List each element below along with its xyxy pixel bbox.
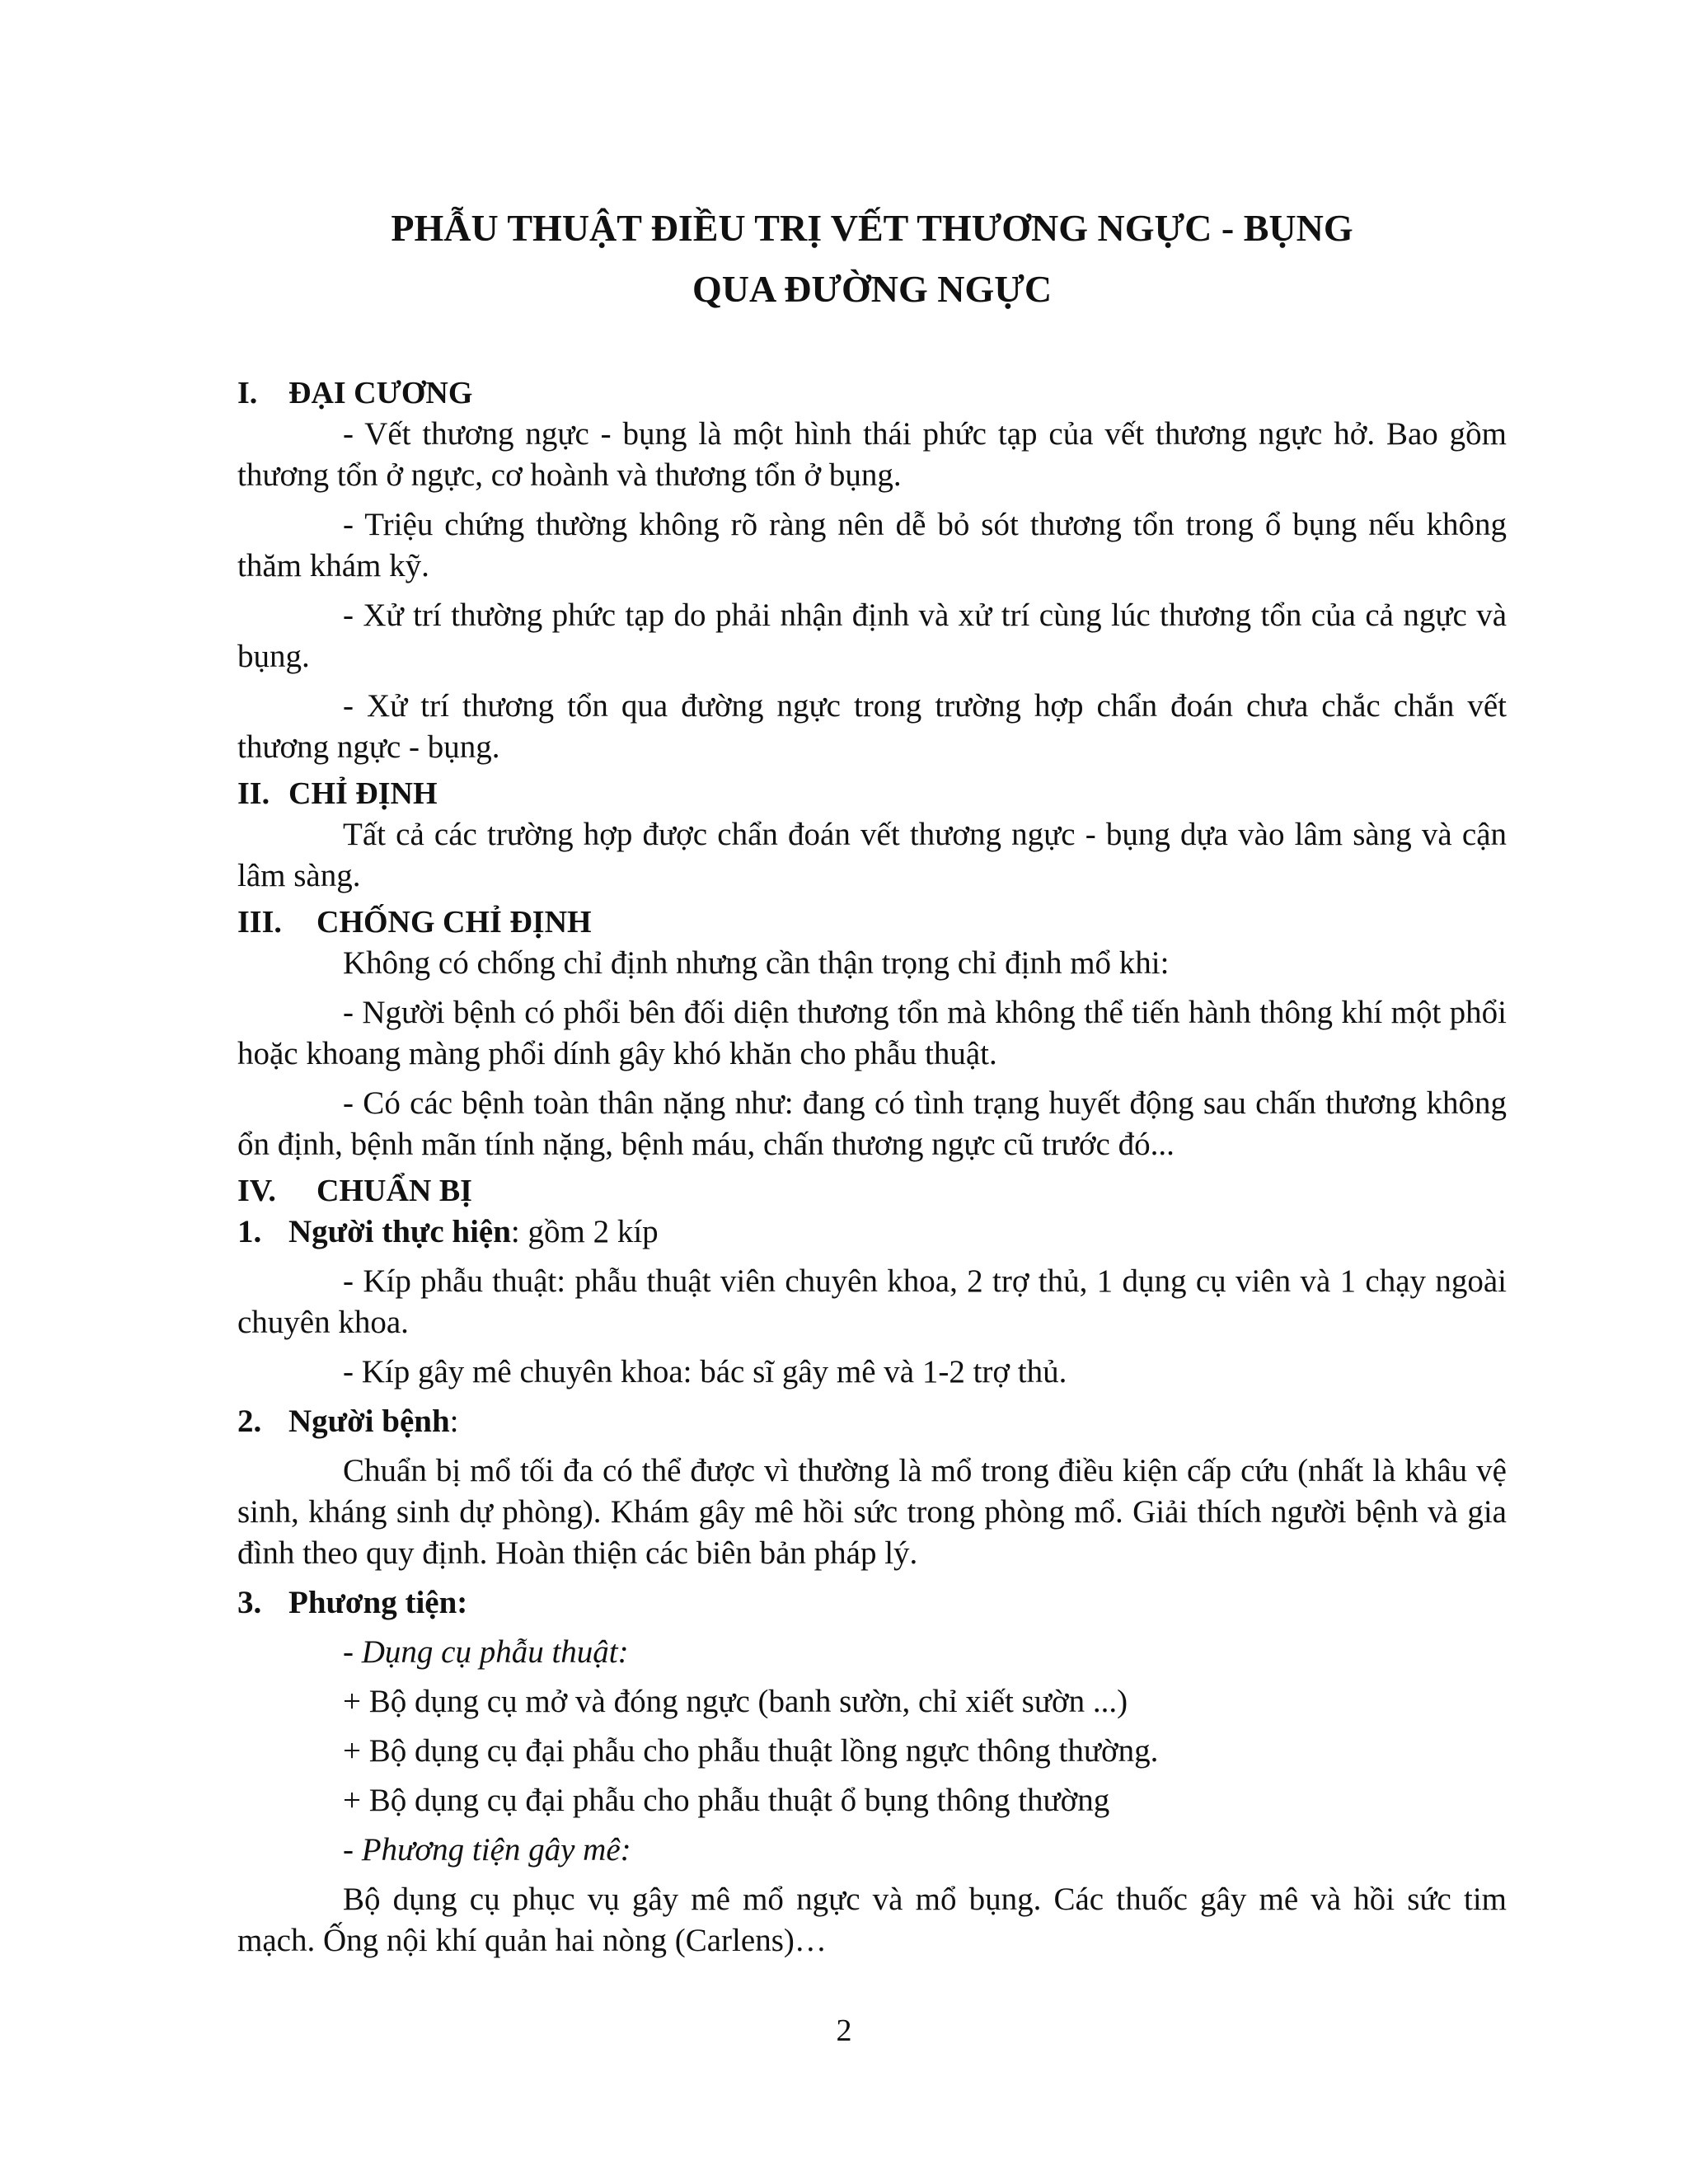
paragraph: + Bộ dụng cụ mở và đóng ngực (banh sườn, chỉ xiết sườn ...) [343, 1684, 1128, 1719]
paragraph: - Xử trí thương tổn qua đường ngực trong trường hợp chẩn đoán chưa chắc chắn vết thương ngực - bụng. [237, 688, 1507, 765]
subsection-nguoi-thuc-hien [237, 1212, 1507, 1253]
paragraph: Chuẩn bị mổ tối đa có thể được vì thường là mổ trong điều kiện cấp cứu (nhất là khâu vệ sinh, kháng sinh dự phòng). Khám gây mê hồi sức trong phòng mổ. Giải thích người bệnh và gia đình theo quy định. Hoàn thiện các biên bản pháp lý. [237, 1453, 1507, 1571]
subsection-number: 3. [237, 1585, 262, 1620]
subsection-number: 1. [237, 1214, 262, 1249]
section-number: I. [237, 376, 258, 410]
paragraph: - Vết thương ngực - bụng là một hình thái phức tạp của vết thương ngực hở. Bao gồm thương tổn ở ngực, cơ hoành và thương tổn ở bụng. [237, 416, 1507, 493]
section-heading-chi-dinh [237, 773, 1507, 814]
paragraph: Tất cả các trường hợp được chẩn đoán vết thương ngực - bụng dựa vào lâm sàng và cận lâm sàng. [237, 817, 1507, 893]
title-line-1: PHẪU THUẬT ĐIỀU TRỊ VẾT THƯƠNG NGỰC - BỤNG [391, 207, 1353, 249]
subsection-rest: : gồm 2 kíp [510, 1214, 659, 1249]
paragraph: + Bộ dụng cụ đại phẫu cho phẫu thuật ổ bụng thông thường [343, 1783, 1110, 1818]
document-page [237, 173, 1507, 1970]
section-title: CHUẨN BỊ [316, 1174, 472, 1208]
italic-paragraph: - Dụng cụ phẫu thuật: [343, 1634, 629, 1670]
section-heading-chong-chi-dinh [237, 902, 1507, 943]
section-number: II. [237, 776, 270, 811]
italic-paragraph: - Phương tiện gây mê: [343, 1832, 631, 1868]
subsection-label: Người thực hiện [288, 1214, 511, 1249]
section-title: CHỐNG CHỈ ĐỊNH [316, 905, 592, 940]
paragraph: - Người bệnh có phổi bên đối diện thương tổn mà không thể tiến hành thông khí một phổi hoặc khoang màng phổi dính gây khó khăn cho phẫu thuật. [237, 995, 1507, 1071]
paragraph: + Bộ dụng cụ đại phẫu cho phẫu thuật lồng ngực thông thường. [343, 1733, 1159, 1769]
section-number: III. [237, 905, 282, 940]
paragraph: Không có chống chỉ định nhưng cần thận trọng chỉ định mổ khi: [343, 945, 1170, 981]
section-heading-chuan-bi [237, 1170, 1507, 1212]
subsection-nguoi-benh [237, 1401, 1507, 1442]
subsection-number: 2. [237, 1404, 262, 1439]
section-title: ĐẠI CƯƠNG [288, 376, 473, 410]
subsection-label: Người bệnh [288, 1404, 450, 1439]
paragraph: - Kíp phẫu thuật: phẫu thuật viên chuyên khoa, 2 trợ thủ, 1 dụng cụ viên và 1 chạy ngoài chuyên khoa. [237, 1263, 1507, 1340]
paragraph: Bộ dụng cụ phục vụ gây mê mổ ngực và mổ bụng. Các thuốc gây mê và hồi sức tim mạch. Ống nội khí quản hai nòng (Carlens)… [237, 1882, 1507, 1958]
section-number: IV. [237, 1174, 276, 1208]
document-title [237, 198, 1507, 320]
subsection-phuong-tien [237, 1582, 1507, 1624]
subsection-rest: : [449, 1404, 459, 1439]
paragraph: - Xử trí thường phức tạp do phải nhận định và xử trí cùng lúc thương tổn của cả ngực và bụng. [237, 598, 1507, 674]
paragraph: - Kíp gây mê chuyên khoa: bác sĩ gây mê và 1-2 trợ thủ. [343, 1354, 1067, 1390]
page-number: 2 [836, 2013, 852, 2048]
title-line-2: QUA ĐƯỜNG NGỰC [692, 268, 1053, 310]
section-title: CHỈ ĐỊNH [288, 776, 438, 811]
paragraph: - Có các bệnh toàn thân nặng như: đang có tình trạng huyết động sau chấn thương không ổn định, bệnh mãn tính nặng, bệnh máu, chấn thương ngực cũ trước đó... [237, 1085, 1507, 1162]
subsection-label: Phương tiện: [288, 1585, 468, 1620]
section-heading-dai-cuong [237, 373, 1507, 414]
paragraph: - Triệu chứng thường không rõ ràng nên dễ bỏ sót thương tổn trong ổ bụng nếu không thăm khám kỹ. [237, 507, 1507, 583]
